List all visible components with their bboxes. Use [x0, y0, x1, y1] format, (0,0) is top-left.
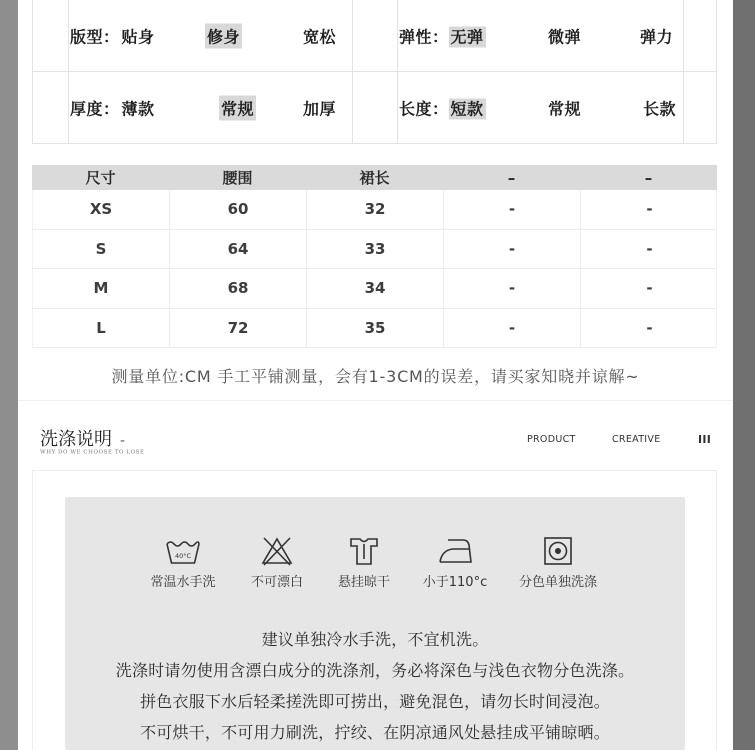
viewer-border-right: [733, 0, 755, 750]
attribute-label: 弹性：: [399, 27, 449, 46]
attribute-option: 贴身: [121, 27, 155, 46]
table-row: [32, 309, 717, 349]
section-border: [32, 470, 717, 471]
size-chart-header: [32, 165, 717, 190]
column-header: 腰围: [222, 169, 253, 187]
table-row: [32, 190, 717, 230]
care-item: [133, 535, 233, 590]
grid-line: [32, 143, 717, 144]
attribute-option: 薄款: [121, 99, 155, 118]
table-cell: -: [646, 318, 653, 337]
table-cell: XS: [33, 190, 170, 229]
measurement-note: 测量单位:CM 手工平铺测量，会有1-3CM的误差，请买家知晓并谅解~: [111, 367, 640, 386]
column-header: –: [644, 168, 653, 187]
attribute-row: [32, 0, 717, 71]
no-bleach-icon: [227, 535, 327, 567]
attribute-option: 长款: [643, 99, 677, 118]
table-row: [32, 230, 717, 270]
thickness-attribute: [70, 96, 157, 119]
care-item: [508, 535, 608, 590]
care-label: 分色单独洗涤: [518, 575, 597, 590]
care-instructions-panel: [65, 497, 685, 750]
table-cell: 34: [307, 269, 444, 308]
care-item: [314, 535, 414, 590]
table-cell: -: [646, 200, 653, 219]
hand-wash-icon: [133, 535, 233, 567]
attribute-option: 常规: [219, 95, 256, 120]
care-instruction-line: 不可烘干，不可用力刷洗，拧绞、在阴凉通风处悬挂成平铺晾晒。: [140, 723, 610, 742]
care-item: [405, 535, 505, 590]
attribute-option: 无弹: [450, 27, 484, 46]
table-cell: -: [444, 190, 581, 229]
table-cell: 33: [307, 230, 444, 269]
table-row: [32, 269, 717, 309]
table-cell: -: [444, 230, 581, 269]
product-detail-page[interactable]: [18, 0, 733, 750]
length-attribute: [399, 96, 486, 119]
attribute-option: 常规: [548, 99, 582, 118]
nav-product[interactable]: PRODUCT: [527, 434, 576, 445]
section-divider: [18, 400, 733, 401]
table-cell: 72: [170, 309, 307, 348]
table-cell: -: [646, 239, 653, 258]
attribute-table: [32, 0, 717, 144]
table-cell: -: [646, 279, 653, 298]
attribute-label: 厚度：: [70, 99, 120, 118]
care-instruction-line: 建议单独冷水手洗，不宜机洗。: [261, 630, 489, 649]
table-cell: 64: [170, 230, 307, 269]
care-title-text: 洗涤说明: [40, 429, 112, 450]
viewer-border-left: [0, 0, 18, 750]
attribute-option: 弹力: [640, 27, 674, 46]
table-cell: -: [444, 269, 581, 308]
attribute-option: 微弹: [548, 27, 582, 46]
table-cell: M: [33, 269, 170, 308]
care-item: [227, 535, 327, 590]
attribute-option: 加厚: [303, 99, 337, 118]
column-header: –: [507, 168, 516, 187]
menu-icon[interactable]: III: [698, 433, 712, 446]
table-cell: 35: [307, 309, 444, 348]
temperature-badge: 40°C: [174, 552, 192, 560]
elasticity-attribute: [399, 24, 486, 47]
table-cell: L: [33, 309, 170, 348]
attribute-row: [32, 72, 717, 143]
attribute-option: 宽松: [303, 27, 337, 46]
table-cell: S: [33, 230, 170, 269]
attribute-label: 长度：: [399, 99, 449, 118]
attribute-option: 修身: [205, 23, 242, 48]
care-label: 不可漂白: [250, 575, 303, 590]
care-label: 悬挂晾干: [337, 575, 390, 590]
care-section-title: [40, 425, 125, 451]
table-cell: -: [444, 309, 581, 348]
table-cell: 32: [307, 190, 444, 229]
attribute-option: 短款: [450, 99, 484, 118]
section-border: [716, 470, 717, 750]
table-cell: 68: [170, 269, 307, 308]
care-instruction-line: 拼色衣服下水后轻柔搓洗即可捞出，避免混色，请勿长时间浸泡。: [140, 692, 610, 711]
fit-attribute: [70, 24, 157, 47]
iron-icon: [405, 535, 505, 567]
care-title-suffix: -: [120, 433, 126, 449]
care-section-subtitle: WHY DO WE CHOOSE TO LOSE: [40, 449, 145, 456]
section-border: [32, 470, 33, 750]
nav-creative[interactable]: CREATIVE: [612, 434, 661, 445]
care-label: 小于110°c: [422, 575, 488, 590]
column-header: 裙长: [359, 169, 390, 187]
care-label: 常温水手洗: [150, 575, 216, 590]
separate-wash-icon: [508, 535, 608, 567]
table-cell: 60: [170, 190, 307, 229]
attribute-label: 版型：: [70, 27, 120, 46]
care-instruction-line: 洗涤时请勿使用含漂白成分的洗涤剂，务必将深色与浅色衣物分色洗涤。: [115, 661, 635, 680]
hang-dry-icon: [314, 535, 414, 567]
size-chart: [32, 165, 717, 348]
column-header: 尺寸: [85, 169, 116, 187]
